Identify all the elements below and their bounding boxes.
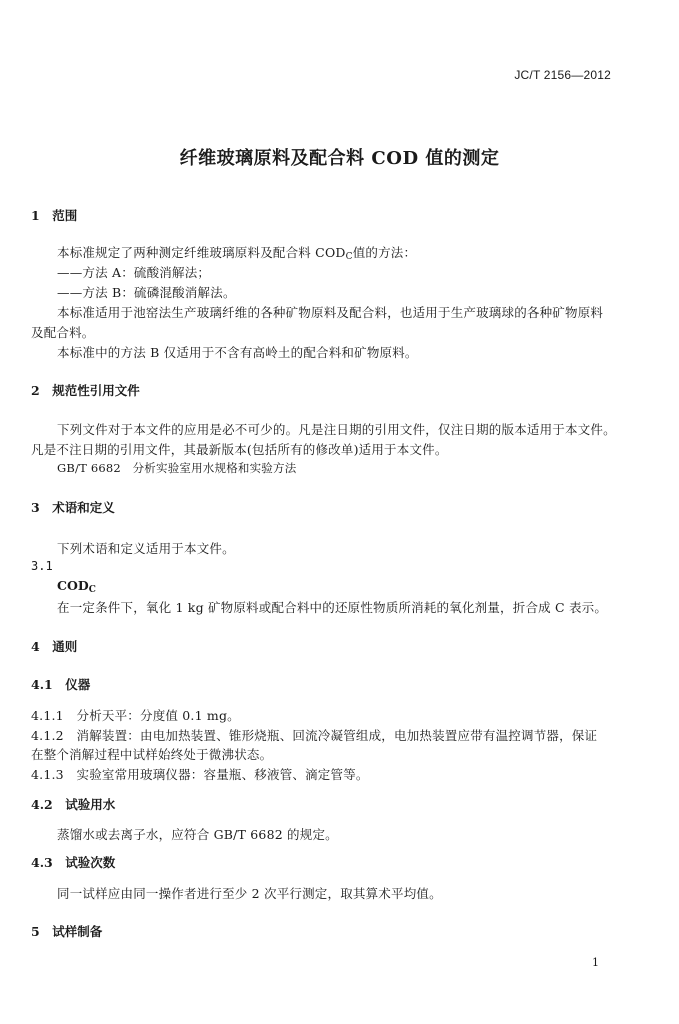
page-number: 1: [592, 956, 599, 969]
section-2-paragraph-line-1: 下列文件对于本文件的应用是必不可少的。凡是注日期的引用文件，仅注日期的版本适用于本文件。: [57, 422, 616, 437]
section-4-3-heading: 4.3 试验次数: [31, 855, 116, 870]
section-1-paragraph-2-line-2: 及配合料。: [31, 325, 95, 340]
term-name: $COD_C$: [57, 578, 96, 595]
section-3-paragraph: 下列术语和定义适用于本文件。: [57, 541, 235, 556]
section-1-paragraph-2-line-1: 本标准适用于池窑法生产玻璃纤维的各种矿物原料及配合料，也适用于生产玻璃球的各种矿物原料: [57, 305, 604, 320]
section-4-2-heading: 4.2 试验用水: [31, 797, 116, 812]
item-4-1-1: 4.1.1 分析天平：分度值 0.1 mg。: [31, 708, 240, 723]
standard-number: JC/T 2156—2012: [514, 68, 611, 82]
section-1-paragraph-3: 本标准中的方法 B 仅适用于不含有高岭土的配合料和矿物原料。: [57, 345, 418, 360]
method-a-item: ——方法 A：硫酸消解法；: [57, 265, 211, 280]
item-4-1-2-line-2: 在整个消解过程中试样始终处于微沸状态。: [31, 747, 273, 762]
section-4-1-heading: 4.1 仪器: [31, 677, 91, 692]
section-2-heading: 2 规范性引用文件: [31, 383, 140, 398]
item-4-1-2-line-1: 4.1.2 消解装置：由电加热装置、锥形烧瓶、回流冷凝管组成，电加热装置应带有温控调节器，保证: [31, 728, 598, 743]
section-1-paragraph-1: 本标准规定了两种测定纤维玻璃原料及配合料 $COD_C$值的方法：: [57, 245, 417, 262]
document-title: 纤维玻璃原料及配合料 COD 值的测定: [179, 148, 500, 169]
method-b-item: ——方法 B：硫磷混酸消解法。: [57, 285, 236, 300]
normative-reference: GB/T 6682 分析实验室用水规格和实验方法: [57, 461, 297, 475]
section-3-heading: 3 术语和定义: [31, 500, 115, 515]
term-number: 3.1: [31, 559, 53, 573]
section-4-heading: 4 通则: [31, 639, 78, 654]
section-4-2-paragraph: 蒸馏水或去离子水，应符合 GB/T 6682 的规定。: [57, 827, 338, 842]
section-2-paragraph-line-2: 凡是不注日期的引用文件，其最新版本(包括所有的修改单)适用于本文件。: [31, 442, 448, 457]
section-5-heading: 5 试样制备: [31, 924, 103, 939]
section-1-heading: 1 范围: [31, 208, 78, 223]
term-definition: 在一定条件下，氧化 1 kg 矿物原料或配合料中的还原性物质所消耗的氧化剂量，折合成 C 表示。: [57, 600, 608, 615]
item-4-1-3: 4.1.3 实验室常用玻璃仪器：容量瓶、移液管、滴定管等。: [31, 767, 369, 782]
section-4-3-paragraph: 同一试样应由同一操作者进行至少 2 次平行测定，取其算术平均值。: [57, 886, 442, 901]
